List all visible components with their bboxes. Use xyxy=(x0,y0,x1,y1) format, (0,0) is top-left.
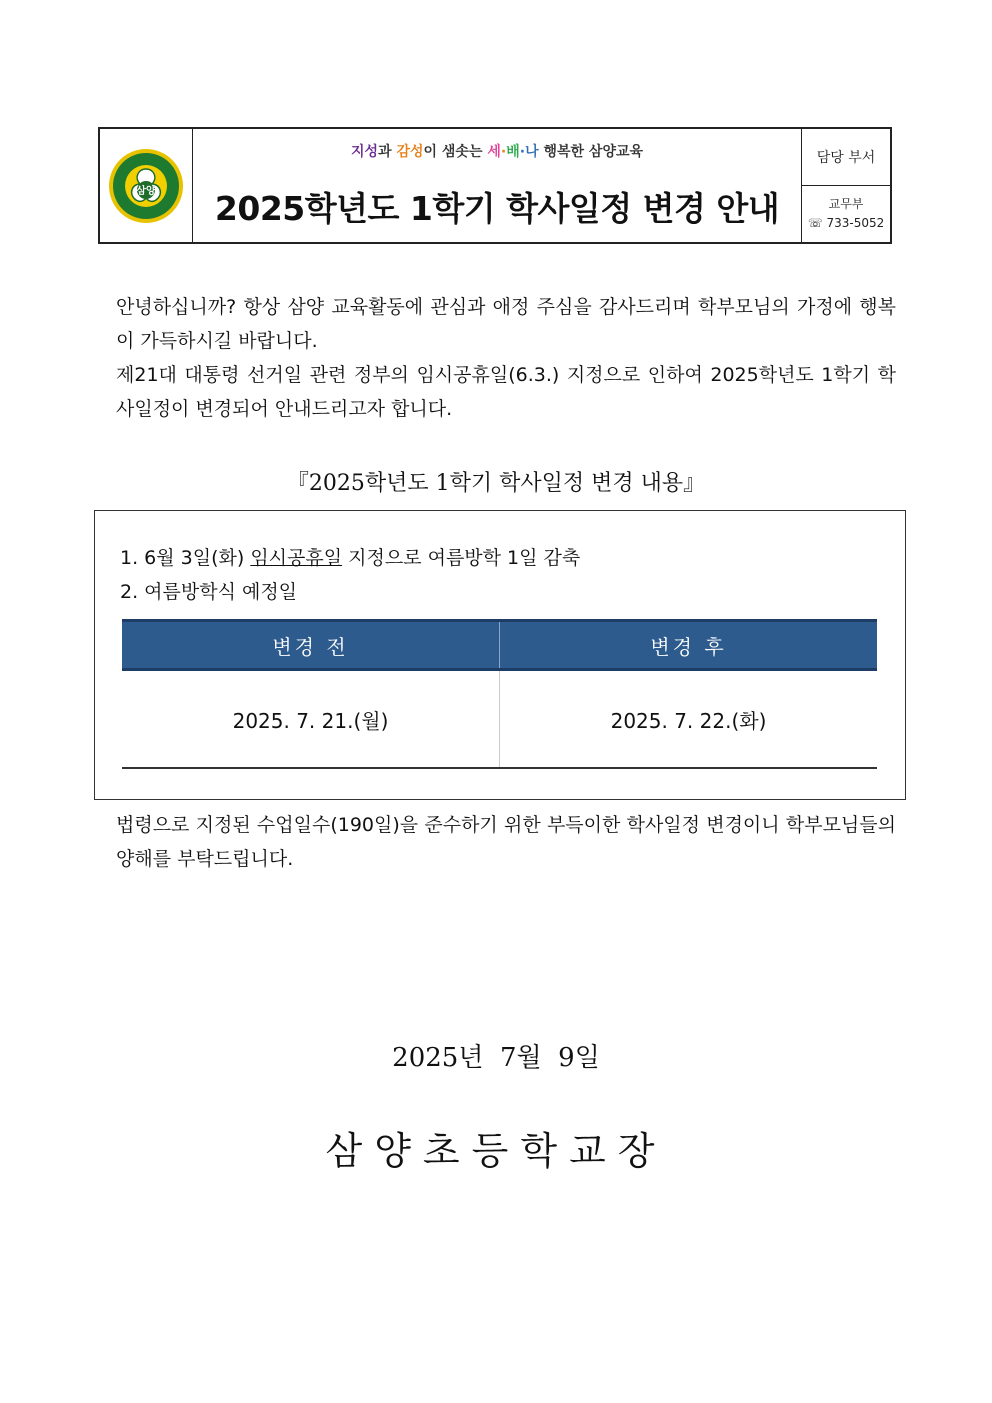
item1-prefix: 1. 6월 3일(화) xyxy=(120,547,251,569)
slogan-part: 배 xyxy=(506,144,520,160)
slogan-part: 세 xyxy=(487,144,501,160)
principal-signature: 삼양초등학교장 xyxy=(325,1129,667,1173)
logo-center-text: 삼양 xyxy=(136,185,156,197)
header-box xyxy=(98,127,892,244)
slogan-part: 감성 xyxy=(396,144,424,160)
slogan xyxy=(193,141,801,161)
intro-paragraph-2 xyxy=(96,358,896,426)
item1-suffix: 지정으로 여름방학 1일 감축 xyxy=(342,547,581,569)
value-before: 2025. 7. 21.(월) xyxy=(122,670,500,769)
item1-underlined: 임시공휴일 xyxy=(250,547,343,569)
table-header-row xyxy=(122,621,877,670)
header-after: 변경 후 xyxy=(500,621,878,670)
department-cell xyxy=(802,129,890,242)
intro-text-2: 제21대 대통령 선거일 관련 정부의 임시공휴일(6.3.) 지정으로 인하여 2025학년도 1학기 학사일정이 변경되어 안내드리고자 합니다. xyxy=(116,364,896,420)
logo-cell xyxy=(100,129,193,242)
issue-date: 2025년 7월 9일 xyxy=(392,1043,600,1073)
slogan-part: 지성 xyxy=(350,144,379,160)
closing-text: 법령으로 지정된 수업일수(190일)을 준수하기 위한 부득이한 학사일정 변경이니 학부모님들의 양해를 부탁드립니다. xyxy=(116,814,896,870)
closing-paragraph xyxy=(96,808,896,876)
slogan-part: 과 xyxy=(378,144,397,160)
intro-text-1: 안녕하십니까? 항상 삼양 교육활동에 관심과 애정 주심을 감사드리며 학부모님의 가정에 행복이 가득하시길 바랍니다. xyxy=(116,296,896,352)
slogan-part: 나 xyxy=(525,144,539,160)
schedule-table xyxy=(122,619,877,769)
page-title: 2025학년도 1학기 학사일정 변경 안내 xyxy=(214,189,780,228)
change-item-2: 2. 여름방학식 예정일 xyxy=(120,581,298,603)
department-name: 교무부 xyxy=(828,197,864,211)
department-info xyxy=(802,186,890,242)
phone-icon: ☏ xyxy=(807,216,823,230)
section-title: 『2025학년도 1학기 학사일정 변경 내용』 xyxy=(286,471,706,496)
change-item-1 xyxy=(120,543,580,570)
slogan-part: 행복한 삼양교육 xyxy=(538,144,644,160)
phone-number: 733-5052 xyxy=(826,216,885,230)
slogan-part: · xyxy=(519,144,526,160)
table-row xyxy=(122,670,877,769)
change-content-box xyxy=(94,510,906,800)
intro-paragraph-1 xyxy=(96,290,896,358)
header-before: 변경 전 xyxy=(122,621,500,670)
slogan-part: 이 샘솟는 xyxy=(423,144,488,160)
phone-line xyxy=(808,214,885,233)
title-cell xyxy=(193,129,802,242)
value-after: 2025. 7. 22.(화) xyxy=(500,670,878,769)
school-logo xyxy=(108,148,184,224)
slogan-part: · xyxy=(500,144,507,160)
department-label: 담당 부서 xyxy=(802,129,890,186)
